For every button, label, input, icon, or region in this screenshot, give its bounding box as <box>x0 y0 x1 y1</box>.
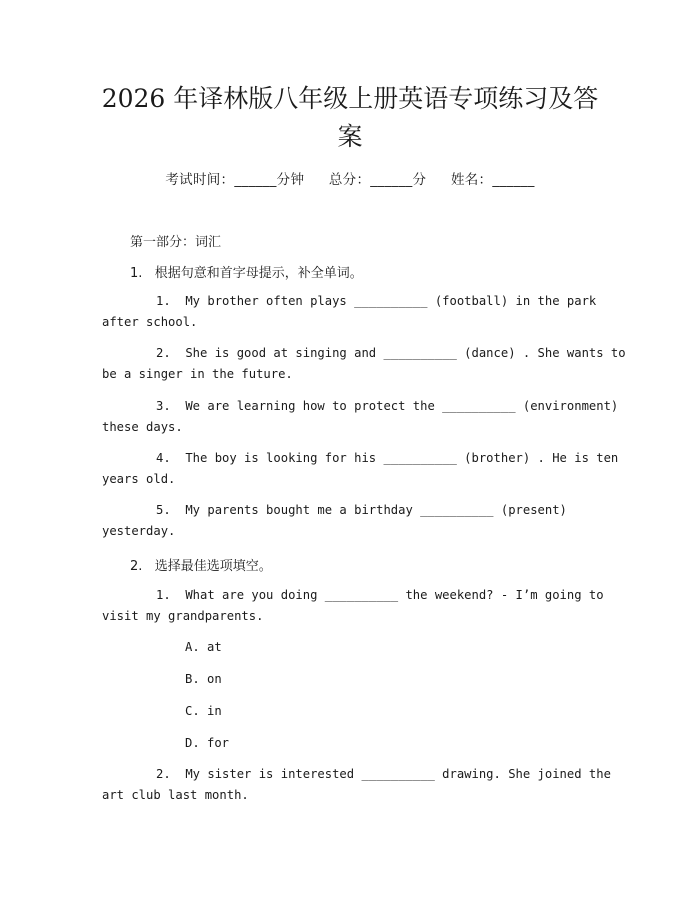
option-d: D. for <box>185 736 230 750</box>
question-line: these days. <box>102 420 183 434</box>
question-line: years old. <box>102 472 176 486</box>
title-line-2: 案 <box>337 122 363 151</box>
question-line: 1. What are you doing __________ the weekend? - I’m going to <box>156 588 604 602</box>
student-name: 姓名：______ <box>450 172 535 188</box>
title-line-1: 2026 年译林版八年级上册英语专项练习及答 <box>101 84 599 113</box>
exam-time: 考试时间：______分钟 <box>165 172 305 188</box>
section-1-label: 1. 根据句意和首字母提示，补全单词。 <box>130 266 363 281</box>
total-score: 总分：______分 <box>328 172 427 188</box>
question-line: 5. My parents bought me a birthday __________ (present) <box>156 503 567 517</box>
question-line: art club last month. <box>102 788 249 802</box>
question-line: after school. <box>102 315 198 329</box>
option-a: A. at <box>185 640 222 654</box>
question-line: yesterday. <box>102 524 176 538</box>
question-line: 2. My sister is interested __________ drawing. She joined the <box>156 767 611 781</box>
question-line: 3. We are learning how to protect the __________ (environment) <box>156 399 619 413</box>
document-title <box>90 80 610 156</box>
question-line: be a singer in the future. <box>102 367 293 381</box>
question-line: visit my grandparents. <box>102 609 264 623</box>
question-line: 4. The boy is looking for his __________ (brother) . He is ten <box>156 451 619 465</box>
question-line: 1. My brother often plays __________ (football) in the park <box>156 294 597 308</box>
option-b: B. on <box>185 672 222 686</box>
exam-info <box>0 168 700 188</box>
part-heading: 第一部分：词汇 <box>130 235 222 250</box>
question-line: 2. She is good at singing and __________ (dance) . She wants to <box>156 346 626 360</box>
section-2-label: 2. 选择最佳选项填空。 <box>130 559 272 574</box>
option-c: C. in <box>185 704 222 718</box>
